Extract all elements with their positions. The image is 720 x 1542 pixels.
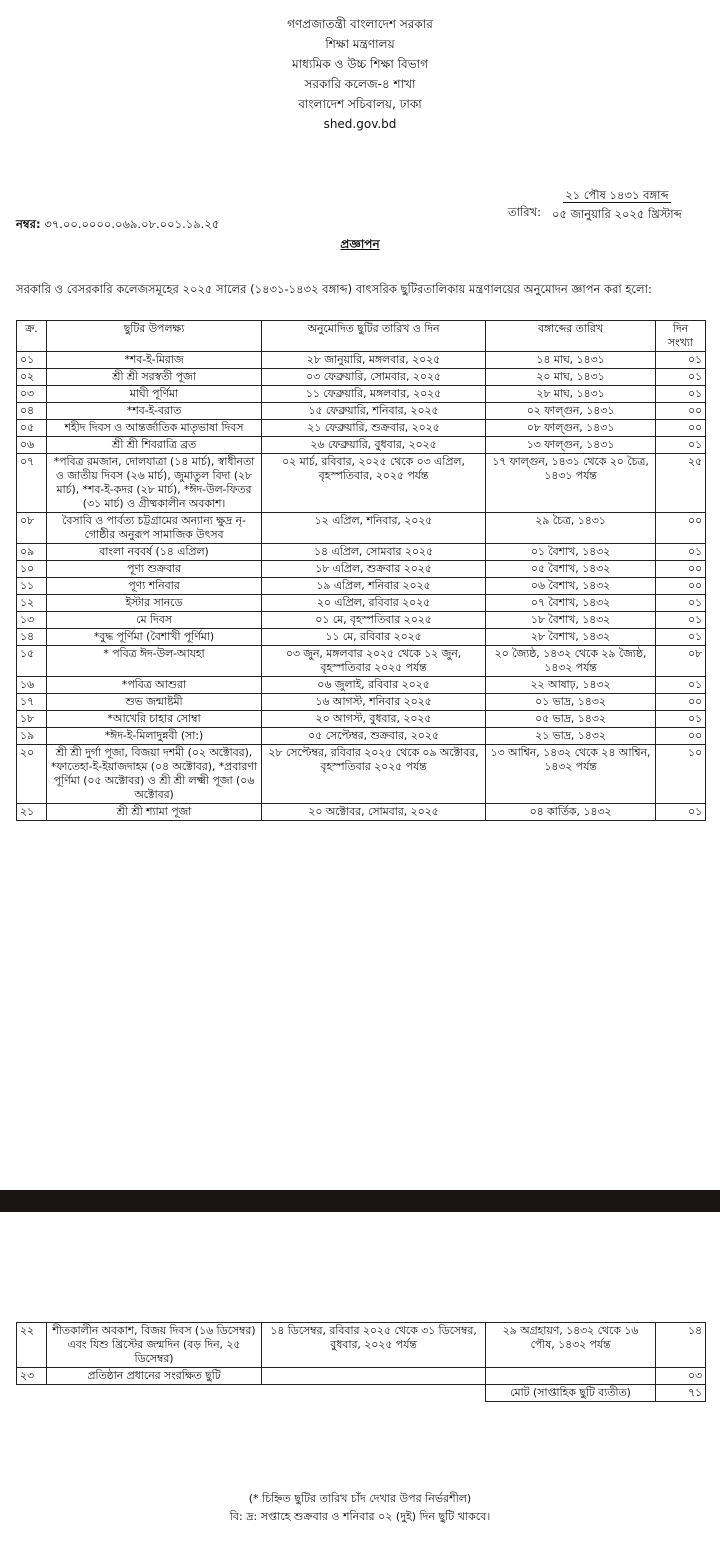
- row-occasion: *শব-ই-মিরাজ: [47, 352, 262, 369]
- row-bangla-date: ২৯ চৈত্র, ১৪৩১: [486, 513, 656, 544]
- table-row: [17, 595, 706, 612]
- row-occasion: প্রতিষ্ঠান প্রধানের সংরক্ষিত ছুটি: [47, 1368, 262, 1385]
- row-occasion: শ্রী শ্রী সরস্বতী পূজা: [47, 369, 262, 386]
- row-bangla-date: ০৮ ফাল্গুন, ১৪৩১: [486, 420, 656, 437]
- row-approved-date: ০৬ জুলাই, রবিবার ২০২৫: [262, 677, 486, 694]
- row-days: ০১: [656, 612, 706, 629]
- total-days: ৭১: [656, 1385, 706, 1402]
- row-approved-date: [262, 1368, 486, 1385]
- row-bangla-date: ০৬ বৈশাখ, ১৪৩২: [486, 578, 656, 595]
- total-label: মোট (সাপ্তাহিক ছুটি ব্যতীত): [486, 1385, 656, 1402]
- row-bangla-date: ১৩ ফাল্গুন, ১৪৩১: [486, 437, 656, 454]
- row-approved-date: ১৮ এপ্রিল, শুক্রবার ২০২৫: [262, 561, 486, 578]
- row-days: ০১: [656, 629, 706, 646]
- table-row: [17, 612, 706, 629]
- row-approved-date: ০২ মার্চ, রবিবার, ২০২৫ থেকে ০৩ এপ্রিল, বৃহস্পতিবার, ২০২৫ পর্যন্ত: [262, 454, 486, 513]
- table-row: [17, 1323, 706, 1368]
- row-occasion: *ঈদ-ই-মিলাদুন্নবী (সা:): [47, 728, 262, 745]
- row-bangla-date: ০৫ ভাদ্র, ১৪৩২: [486, 711, 656, 728]
- row-occasion: শুভ জন্মাষ্টমী: [47, 694, 262, 711]
- row-occasion: শ্রী শ্রী শ্যামা পূজা: [47, 804, 262, 821]
- table-row: [17, 804, 706, 821]
- row-bangla-date: ০১ বৈশাখ, ১৪৩২: [486, 544, 656, 561]
- row-serial: ১০: [17, 561, 47, 578]
- row-days: ০৩: [656, 1368, 706, 1385]
- row-bangla-date: ২৮ মাঘ, ১৪৩১: [486, 386, 656, 403]
- row-bangla-date: ২৮ বৈশাখ, ১৪৩২: [486, 629, 656, 646]
- row-occasion: *আখেরি চাহার সোম্বা: [47, 711, 262, 728]
- row-approved-date: ০৩ ফেব্রুয়ারি, সোমবার, ২০২৫: [262, 369, 486, 386]
- row-days: ০০: [656, 694, 706, 711]
- row-approved-date: ২৮ জানুয়ারি, মঙ্গলবার, ২০২৫: [262, 352, 486, 369]
- row-bangla-date: ১৭ ফাল্গুন, ১৪৩১ থেকে ২০ চৈত্র, ১৪৩১ পর্যন্ত: [486, 454, 656, 513]
- table-row: [17, 544, 706, 561]
- table-row: [17, 694, 706, 711]
- row-occasion: *শব-ই-বরাত: [47, 403, 262, 420]
- page-divider: [0, 1190, 720, 1212]
- letterhead-line: শিক্ষা মন্ত্রণালয়: [325, 37, 395, 51]
- row-bangla-date: ২১ ভাদ্র, ১৪৩২: [486, 728, 656, 745]
- row-days: ২৫: [656, 454, 706, 513]
- row-bangla-date: ০৪ কার্তিক, ১৪৩২: [486, 804, 656, 821]
- row-bangla-date: ২০ জ্যৈষ্ঠ, ১৪৩২ থেকে ২৯ জ্যৈষ্ঠ, ১৪৩২ পর্যন্ত: [486, 646, 656, 677]
- row-bangla-date: [486, 1368, 656, 1385]
- row-serial: ১৮: [17, 711, 47, 728]
- row-occasion: বাংলা নববর্ষ (১৪ এপ্রিল): [47, 544, 262, 561]
- row-days: ০১: [656, 595, 706, 612]
- row-days: ০১: [656, 437, 706, 454]
- row-approved-date: ১৬ আগস্ট, শনিবার ২০২৫: [262, 694, 486, 711]
- row-serial: ০৩: [17, 386, 47, 403]
- row-approved-date: ২৮ সেপ্টেম্বর, রবিবার ২০২৫ থেকে ০৯ অক্টোবর, বৃহস্পতিবার ২০২৫ পর্যন্ত: [262, 745, 486, 804]
- row-days: ০১: [656, 544, 706, 561]
- row-occasion: পূণ্য শনিবার: [47, 578, 262, 595]
- row-days: ০১: [656, 711, 706, 728]
- col-header-approved-date: অনুমোদিত ছুটির তারিখ ও দিন: [262, 321, 486, 352]
- table-row: [17, 677, 706, 694]
- row-occasion: *পবিত্র আশুরা: [47, 677, 262, 694]
- date-gregorian: ০৫ জানুয়ারি ২০২৫ খ্রিস্টাব্দ: [552, 207, 682, 221]
- row-days: ১৪: [656, 1323, 706, 1368]
- row-occasion: * পবিত্র ঈদ-উল-আযহা: [47, 646, 262, 677]
- row-serial: ২০: [17, 745, 47, 804]
- table-row: [17, 352, 706, 369]
- table-row: [17, 1368, 706, 1385]
- date-bangla: ২১ পৌষ ১৪৩১ বঙ্গাব্দ: [565, 188, 669, 202]
- row-occasion: *পবিত্র রমজান, দোলযাত্রা (১৪ মার্চ), স্বাধীনতা ও জাতীয় দিবস (২৬ মার্চ), জুমাতুল বিদা (২৮ মার্চ), *শব-ই-কদর (২৮ মার্চ), *ঈদ-উল-ফিতর (৩১ মার্চ) ও গ্রীষ্মকালীন অবকাশ।: [47, 454, 262, 513]
- row-approved-date: ১৪ ডিসেম্বর, রবিবার ২০২৫ থেকে ৩১ ডিসেম্বর, বুধবার, ২০২৫ পর্যন্ত: [262, 1323, 486, 1368]
- letterhead-line: মাধ্যমিক ও উচ্চ শিক্ষা বিভাগ: [291, 57, 429, 71]
- row-serial: ১৫: [17, 646, 47, 677]
- col-header-occasion: ছুটির উপলক্ষ্য: [47, 321, 262, 352]
- row-bangla-date: ২০ মাঘ, ১৪৩১: [486, 369, 656, 386]
- row-approved-date: ২০ আগস্ট, বুধবার, ২০২৫: [262, 711, 486, 728]
- row-bangla-date: ০২ ফাল্গুন, ১৪৩১: [486, 403, 656, 420]
- row-approved-date: ২৬ ফেব্রুয়ারি, বুধবার, ২০২৫: [262, 437, 486, 454]
- row-serial: ০৮: [17, 513, 47, 544]
- row-occasion: শীতকালীন অবকাশ, বিজয় দিবস (১৬ ডিসেম্বর) এবং যিশু খ্রিস্টের জন্মদিন (বড় দিন, ২৫ ডিসেম্বর): [47, 1323, 262, 1368]
- row-serial: ০৭: [17, 454, 47, 513]
- row-days: ০০: [656, 728, 706, 745]
- row-occasion: শ্রী শ্রী দুর্গা পূজা, বিজয়া দশমী (০২ অক্টোবর), *ফাতেহা-ই-ইয়াজদাহম (০৪ অক্টোবর), *প্রবারণা পূর্ণিমা (০৫ অক্টোবর) ও শ্রী শ্রী লক্ষ্মী পূজা (০৬ অক্টোবর): [47, 745, 262, 804]
- table-row: [17, 420, 706, 437]
- notice-title: প্রজ্ঞাপন: [340, 237, 380, 251]
- row-occasion: শহীদ দিবস ও আন্তর্জাতিক মাতৃভাষা দিবস: [47, 420, 262, 437]
- table-row: [17, 578, 706, 595]
- row-serial: ১৭: [17, 694, 47, 711]
- table-row: [17, 745, 706, 804]
- date-label: তারিখ:: [508, 205, 542, 219]
- row-approved-date: ১৯ এপ্রিল, শনিবার ২০২৫: [262, 578, 486, 595]
- row-occasion: মে দিবস: [47, 612, 262, 629]
- letterhead-line: গণপ্রজাতন্ত্রী বাংলাদেশ সরকার: [287, 17, 433, 31]
- row-approved-date: ১২ এপ্রিল, শনিবার, ২০২৫: [262, 513, 486, 544]
- date-block: [552, 186, 682, 224]
- table-row: [17, 646, 706, 677]
- row-approved-date: ১১ মে, রবিবার ২০২৫: [262, 629, 486, 646]
- row-bangla-date: ০৫ বৈশাখ, ১৪৩২: [486, 561, 656, 578]
- row-approved-date: ১১ ফেব্রুয়ারি, মঙ্গলবার, ২০২৫: [262, 386, 486, 403]
- table-row: [17, 561, 706, 578]
- row-serial: ১৬: [17, 677, 47, 694]
- table-row: [17, 386, 706, 403]
- row-approved-date: ১৫ ফেব্রুয়ারি, শনিবার, ২০২৫: [262, 403, 486, 420]
- website: shed.gov.bd: [323, 117, 397, 131]
- col-header-bangla-date: বঙ্গাব্দের তারিখ: [486, 321, 656, 352]
- intro-paragraph: সরকারি ও বেসরকারি কলেজসমূহের ২০২৫ সালের (১৪৩১-১৪৩২ বঙ্গাব্দ) বাৎসরিক ছুটিরতালিকায় মন্ত্রণালয়ের অনুমোদন জ্ঞাপন করা হলো:: [16, 282, 652, 296]
- row-serial: ২৩: [17, 1368, 47, 1385]
- row-serial: ১৯: [17, 728, 47, 745]
- letterhead: [0, 14, 720, 134]
- footer-remark: বি: দ্র: সপ্তাহে শুক্রবার ও শনিবার ০২ (দুই) দিন ছুটি থাকবে।: [229, 1510, 491, 1523]
- footer-note: (* চিহ্নিত ছুটির তারিখ চাঁদ দেখার উপর নির্ভরশীল): [248, 1492, 472, 1505]
- row-serial: ০৬: [17, 437, 47, 454]
- row-days: ০০: [656, 403, 706, 420]
- row-days: ০১: [656, 369, 706, 386]
- row-bangla-date: ০৭ বৈশাখ, ১৪৩২: [486, 595, 656, 612]
- row-serial: ০৫: [17, 420, 47, 437]
- reference-value: ৩৭.০০.০০০০.০৬৯.০৮.০০১.১৯.২৫: [44, 217, 220, 231]
- row-serial: ০৪: [17, 403, 47, 420]
- table-row: [17, 728, 706, 745]
- row-bangla-date: ২৯ অগ্রহায়ণ, ১৪৩২ থেকে ১৬ পৌষ, ১৪৩২ পর্যন্ত: [486, 1323, 656, 1368]
- table-row: [17, 711, 706, 728]
- row-days: ০১: [656, 386, 706, 403]
- col-header-sn: ক্র.: [17, 321, 47, 352]
- table-row: [17, 454, 706, 513]
- total-spacer: [17, 1385, 486, 1402]
- row-occasion: মাঘী পূর্ণিমা: [47, 386, 262, 403]
- letterhead-line: বাংলাদেশ সচিবালয়, ঢাকা: [298, 97, 422, 111]
- row-days: ০০: [656, 513, 706, 544]
- total-row: [17, 1385, 706, 1402]
- holiday-table-continued: [16, 1322, 706, 1402]
- row-days: ০১: [656, 352, 706, 369]
- table-row: [17, 629, 706, 646]
- row-approved-date: ২০ অক্টোবর, সোমবার, ২০২৫: [262, 804, 486, 821]
- table-row: [17, 369, 706, 386]
- row-bangla-date: ১৪ মাঘ, ১৪৩১: [486, 352, 656, 369]
- row-days: ০১: [656, 804, 706, 821]
- row-approved-date: ২১ ফেব্রুয়ারি, শুক্রবার, ২০২৫: [262, 420, 486, 437]
- row-bangla-date: ০১ ভাদ্র, ১৪৩২: [486, 694, 656, 711]
- row-approved-date: ২০ এপ্রিল, রবিবার ২০২৫: [262, 595, 486, 612]
- col-header-days: দিন সংখ্যা: [656, 321, 706, 352]
- row-occasion: পূণ্য শুক্রবার: [47, 561, 262, 578]
- row-occasion: বৈসাবি ও পার্বত্য চট্টগ্রামের অন্যান্য ক্ষুদ্র নৃ-গোষ্ঠীর অনুরূপ সামাজিক উৎসব: [47, 513, 262, 544]
- row-approved-date: ০১ মে, বৃহস্পতিবার ২০২৫: [262, 612, 486, 629]
- row-serial: ১১: [17, 578, 47, 595]
- row-days: ০০: [656, 420, 706, 437]
- footer: [0, 1490, 720, 1526]
- row-serial: ২১: [17, 804, 47, 821]
- row-serial: ১৩: [17, 612, 47, 629]
- table-row: [17, 403, 706, 420]
- row-approved-date: ০৫ সেপ্টেম্বর, শুক্রবার, ২০২৫: [262, 728, 486, 745]
- row-serial: ০১: [17, 352, 47, 369]
- row-days: ০০: [656, 578, 706, 595]
- row-serial: ০২: [17, 369, 47, 386]
- row-days: ০১: [656, 677, 706, 694]
- row-days: ০৮: [656, 646, 706, 677]
- row-bangla-date: ১৩ আশ্বিন, ১৪৩২ থেকে ২৪ আশ্বিন, ১৪৩২ পর্যন্ত: [486, 745, 656, 804]
- row-approved-date: ০৩ জুন, মঙ্গলবার ২০২৫ থেকে ১২ জুন, বৃহস্পতিবার ২০২৫ পর্যন্ত: [262, 646, 486, 677]
- row-serial: ০৯: [17, 544, 47, 561]
- row-bangla-date: ১৮ বৈশাখ, ১৪৩২: [486, 612, 656, 629]
- row-occasion: ইস্টার সানডে: [47, 595, 262, 612]
- row-days: ১০: [656, 745, 706, 804]
- table-header-row: [17, 321, 706, 352]
- row-serial: ১২: [17, 595, 47, 612]
- row-days: ০০: [656, 561, 706, 578]
- holiday-table: [16, 320, 706, 821]
- row-approved-date: ১৪ এপ্রিল, সোমবার ২০২৫: [262, 544, 486, 561]
- row-occasion: শ্রী শ্রী শিবরাত্রি ব্রত: [47, 437, 262, 454]
- letterhead-line: সরকারি কলেজ-৪ শাখা: [304, 77, 416, 91]
- row-serial: ১৪: [17, 629, 47, 646]
- row-bangla-date: ২২ আষাঢ়, ১৪৩২: [486, 677, 656, 694]
- reference-number: [16, 216, 219, 235]
- table-row: [17, 437, 706, 454]
- row-occasion: *বুদ্ধ পূর্ণিমা (বৈশাখী পূর্ণিমা): [47, 629, 262, 646]
- row-serial: ২২: [17, 1323, 47, 1368]
- reference-label: নম্বর:: [16, 217, 41, 231]
- table-row: [17, 513, 706, 544]
